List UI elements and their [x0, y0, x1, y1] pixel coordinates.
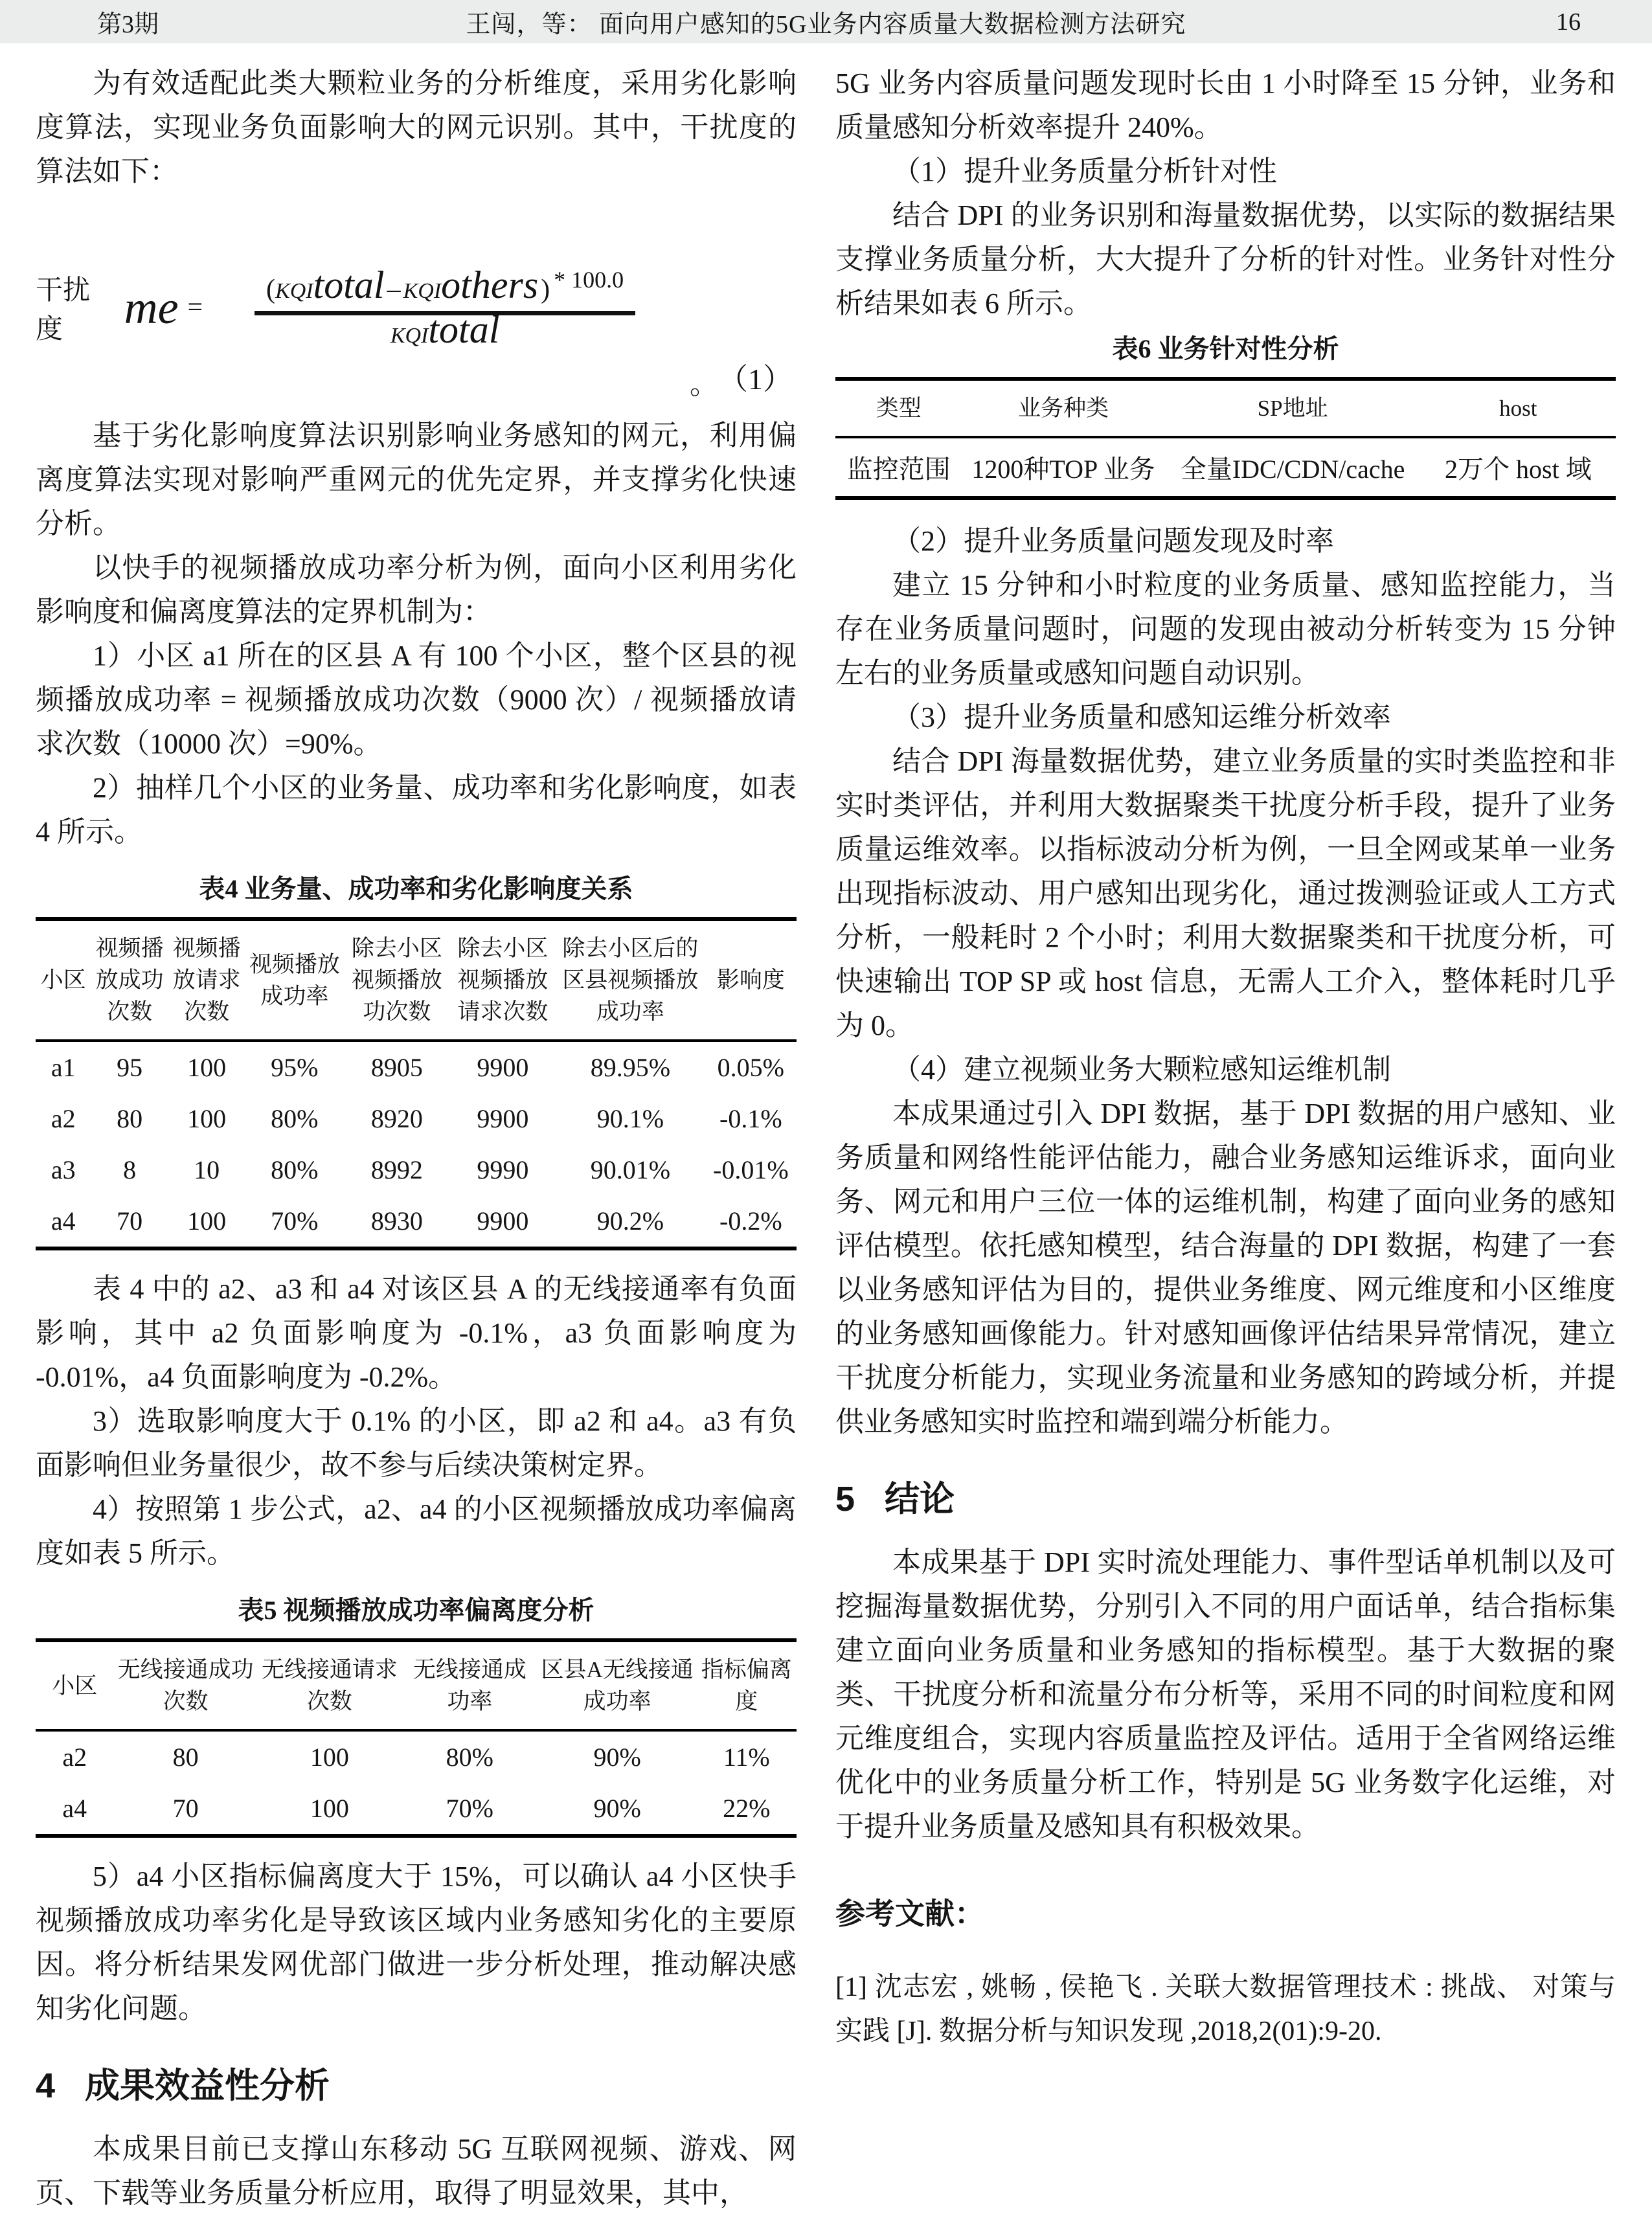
formula-variable: me — [124, 281, 179, 333]
col-header: 影响度 — [705, 919, 797, 1041]
table-row: a1 95 100 95% 8905 9900 89.95% 0.05% — [51, 1053, 784, 1082]
col-header: 小区 — [36, 919, 91, 1041]
kqi-term: KQI — [403, 279, 442, 303]
table-6-header-row — [835, 379, 1616, 437]
paragraph-conclusion: 本成果基于 DPI 实时流处理能力、事件型话单机制以及可挖掘海量数据优势，分别引入不同的用户面话单，结合指标集建立面向业务质量和业务感知的指标模型。基于大数据的聚类、干扰度分析和流量分布分析等，采用不同的时间粒度和网元维度组合，实现内容质量监控及评估。适用于全省网络运维优化中的业务质量分析工作，特别是 5G 业务数字化运维，对于提升业务质量及感知具有积极效果。 — [835, 1546, 1616, 1842]
table-6-caption: 表6 业务针对性分析 — [1112, 334, 1339, 363]
kqi-term: KQI — [275, 279, 313, 303]
paragraph: 以快手的视频播放成功率分析为例，面向小区利用劣化影响度和偏离度算法的定界机制为： — [36, 552, 797, 627]
kqi-term: KQI — [390, 324, 429, 348]
col-header: 区县A无线接通成功率 — [538, 1640, 697, 1730]
col-header: SP地址 — [1165, 379, 1421, 437]
col-header: 除去小区视频播放请求次数 — [450, 919, 556, 1041]
right-column — [835, 62, 1616, 2053]
paragraph-continuation: 5G 业务内容质量问题发现时长由 1 小时降至 15 分钟，业务和质量感知分析效率提升 240%。 — [835, 67, 1616, 143]
col-header: 视频播放成功率 — [245, 919, 344, 1041]
list-item-3: （3）提升业务质量和感知运维分析效率 — [892, 701, 1391, 733]
formula-1 — [36, 210, 797, 405]
list-item-2: （2）提升业务质量问题发现及时率 — [892, 525, 1334, 557]
references-heading: 参考文献： — [835, 1897, 984, 1930]
table-5-header-row — [36, 1640, 797, 1730]
list-item-1: （1）提升业务质量分析针对性 — [892, 155, 1277, 187]
paragraph: 基于劣化影响度算法识别影响业务感知的网元，利用偏离度算法实现对影响严重网元的优先定界，并支撑劣化快速分析。 — [36, 420, 797, 539]
col-header: 无线接通成功率 — [402, 1640, 538, 1730]
running-title: 王闯，等： 面向用户感知的5G业务内容质量大数据检测方法研究 — [466, 11, 1186, 38]
paragraph-table4-analysis: 表 4 中的 a2、a3 和 a4 对该区县 A 的无线接通率有负面影响，其中 a2 负面影响度为 -0.1%，a3 负面影响度为 -0.01%，a4 负面影响度为 -0.2%。 — [36, 1273, 797, 1393]
paragraph-step4: 4）按照第 1 步公式，a2、a4 的小区视频播放成功率偏离度如表 5 所示。 — [36, 1493, 797, 1569]
paragraph-results: 本成果目前已支撑山东移动 5G 互联网视频、游戏、网页、下载等业务质量分析应用，取得了明显效果，其中， — [36, 2133, 797, 2209]
col-header: 业务种类 — [962, 379, 1165, 437]
col-header: host — [1421, 379, 1616, 437]
paragraph-step2: 2）抽样几个小区的业务量、成功率和劣化影响度，如表 4 所示。 — [36, 772, 797, 848]
paragraph-step5: 5）a4 小区指标偏离度大于 15%，可以确认 a4 小区快手视频播放成功率劣化是导致该区域内业务感知劣化的主要原因。将分析结果发网优部门做进一步分析处理，推动解决感知劣化问题。 — [36, 1860, 797, 2024]
col-header: 指标偏离度 — [697, 1640, 797, 1730]
formula-number: （1） — [718, 363, 793, 396]
formula-lead: 干扰度 — [36, 276, 91, 344]
col-header: 视频播放请求次数 — [168, 919, 245, 1041]
table-6 — [835, 377, 1616, 500]
paragraph: 结合 DPI 海量数据优势，建立业务质量的实时类监控和非实时类评估，并利用大数据聚类干扰度分析手段，提升了业务质量运维效率。以指标波动分析为例，一旦全网或某单一业务出现指标波动、用户感知出现劣化，通过拨测验证或人工方式分析，一般耗时 2 个小时；利用大数据聚类和干扰度分析，可快速输出 TOP SP 或 host 信息，无需人工介入，整体耗时几乎为 0。 — [835, 745, 1616, 1041]
page-number: 16 — [1556, 8, 1581, 36]
section-heading-5 — [835, 1471, 1616, 1521]
table-5 — [36, 1638, 797, 1838]
paragraph-intro: 为有效适配此类大颗粒业务的分析维度，采用劣化影响度算法，实现业务负面影响大的网元识别。其中，干扰度的算法如下： — [36, 67, 797, 187]
table-row: a2 80 100 80% 90% 11% — [62, 1743, 770, 1772]
col-header: 除去小区视频播放功次数 — [344, 919, 450, 1041]
section-number: 5 — [835, 1480, 855, 1519]
col-header: 类型 — [835, 379, 962, 437]
section-title: 结论 — [885, 1480, 955, 1519]
left-column — [36, 62, 797, 2215]
table-row: a2 80 100 80% 8920 9900 90.1% -0.1% — [51, 1104, 782, 1133]
minus-sign: – — [387, 275, 401, 304]
formula-period: 。 — [690, 368, 718, 400]
issue-label: 第3期 — [97, 11, 159, 38]
table-4 — [36, 917, 797, 1250]
table-4-header-row — [36, 919, 797, 1041]
paragraph-step3: 3）选取影响度大于 0.1% 的小区，即 a2 和 a4。a3 有负面影响但业务量很少，故不参与后续决策树定界。 — [36, 1405, 797, 1481]
equals-sign: = — [187, 293, 203, 322]
fraction — [213, 263, 677, 352]
col-header: 无线接通成功次数 — [114, 1640, 258, 1730]
section-heading-4 — [36, 2058, 797, 2108]
table-5-caption: 表5 视频播放成功率偏离度分析 — [238, 1596, 594, 1625]
section-number: 4 — [36, 2066, 56, 2105]
table-row: a3 8 10 80% 8992 9990 90.01% -0.01% — [51, 1155, 789, 1184]
page-header — [0, 0, 1652, 43]
table-row: a4 70 100 70% 90% 22% — [62, 1794, 771, 1823]
col-header: 小区 — [36, 1640, 114, 1730]
reference-item: [1] 沈志宏 , 姚畅 , 侯艳飞 . 关联大数据管理技术 : 挑战、 对策与实践 [J]. 数据分析与知识发现 ,2018,2(01):9-20. — [835, 1972, 1616, 2046]
table-row: a4 70 100 70% 8930 9900 90.2% -0.2% — [51, 1206, 782, 1236]
col-header: 视频播放成功次数 — [91, 919, 168, 1041]
fraction-numerator: (KQItotal – KQIothers ) * 100.0 — [255, 289, 635, 315]
paragraph: 本成果通过引入 DPI 数据，基于 DPI 数据的用户感知、业务质量和网络性能评估能力，融合业务感知运维诉求，面向业务、网元和用户三位一体的运维机制，构建了面向业务的感知评估模型。依托感知模型，结合海量的 DPI 数据，构建了一套以业务感知评估为目的，提供业务维度、网元维度和小区维度的业务感知画像能力。针对感知画像评估结果异常情况，建立干扰度分析能力，实现业务流量和业务感知的跨域分析，并提供业务感知实时监控和端到端分析能力。 — [835, 1098, 1616, 1438]
table-row: 监控范围 1200种TOP 业务 全量IDC/CDN/cache 2万个 host 域 — [846, 455, 1592, 484]
section-title: 成果效益性分析 — [85, 2066, 330, 2105]
paragraph-step1: 1）小区 a1 所在的区县 A 有 100 个小区，整个区县的视频播放成功率 = 视频播放成功次数（9000 次）/ 视频播放请求次数（10000 次）=90%。 — [36, 640, 797, 760]
table-4-caption: 表4 业务量、成功率和劣化影响度关系 — [199, 874, 633, 903]
col-header: 无线接通请求次数 — [258, 1640, 402, 1730]
fraction-denominator: KQItotal — [390, 308, 500, 351]
paragraph: 建立 15 分钟和小时粒度的业务质量、感知监控能力，当存在业务质量问题时，问题的发现由被动分析转变为 15 分钟左右的业务质量或感知问题自动识别。 — [835, 569, 1616, 689]
col-header: 除去小区后的区县视频播放成功率 — [556, 919, 705, 1041]
paragraph: 结合 DPI 的业务识别和海量数据优势，以实际的数据结果支撑业务质量分析，大大提升了分析的针对性。业务针对性分析结果如表 6 所示。 — [835, 199, 1616, 319]
formula-factor: * 100.0 — [554, 267, 624, 293]
list-item-4: （4）建立视频业务大颗粒感知运维机制 — [892, 1054, 1391, 1085]
